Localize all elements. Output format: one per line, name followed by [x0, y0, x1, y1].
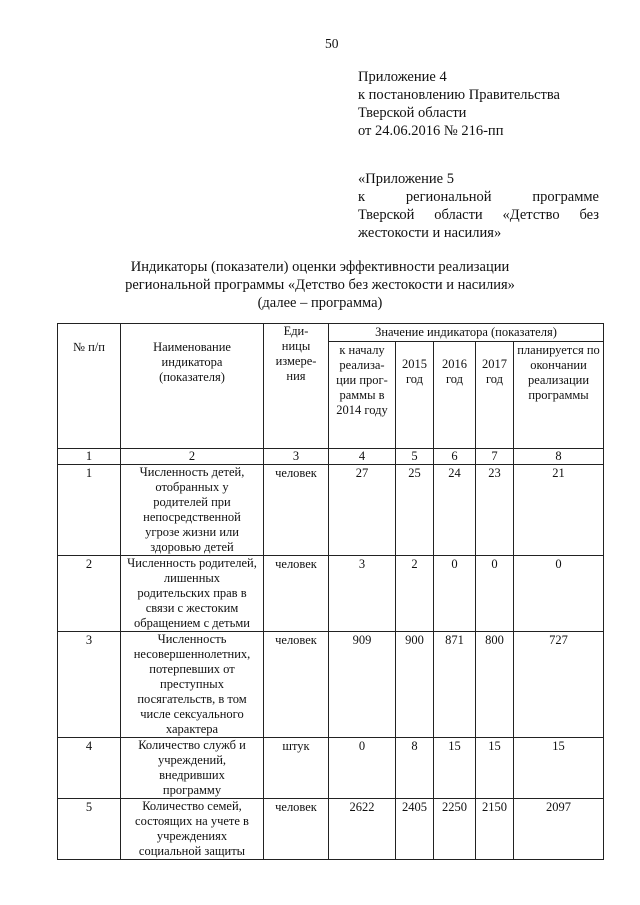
- row-2016: 871: [434, 632, 476, 738]
- header-2017: 2017 год: [476, 342, 514, 449]
- row-planned: 0: [514, 556, 604, 632]
- column-number: 2: [121, 449, 264, 465]
- appendix-quote-block: [358, 170, 599, 242]
- row-num: 3: [58, 632, 121, 738]
- row-start: 2622: [329, 799, 396, 860]
- row-2016: 15: [434, 738, 476, 799]
- row-2016: 24: [434, 465, 476, 556]
- title-line: Индикаторы (показатели) оценки эффективности реализации: [130, 259, 510, 275]
- header-unit: Еди-ницы измере-ния: [264, 324, 329, 449]
- row-planned: 727: [514, 632, 604, 738]
- row-unit: человек: [264, 465, 329, 556]
- title-line: (далее – программа): [257, 295, 383, 311]
- row-start: 909: [329, 632, 396, 738]
- row-unit: человек: [264, 799, 329, 860]
- column-number: 1: [58, 449, 121, 465]
- row-num: 2: [58, 556, 121, 632]
- row-2015: 900: [396, 632, 434, 738]
- row-2015: 2405: [396, 799, 434, 860]
- row-num: 5: [58, 799, 121, 860]
- row-2017: 15: [476, 738, 514, 799]
- column-number: 7: [476, 449, 514, 465]
- row-2016: 0: [434, 556, 476, 632]
- column-number: 6: [434, 449, 476, 465]
- header-planned: планируется по окончании реализации программы: [514, 342, 604, 449]
- row-2017: 800: [476, 632, 514, 738]
- appendix-line: к постановлению Правительства: [358, 87, 560, 103]
- table-row: [58, 738, 604, 799]
- row-2015: 25: [396, 465, 434, 556]
- row-start: 0: [329, 738, 396, 799]
- row-name: Численность родителей, лишенных родительских прав в связи с жестоким обращением с детьми: [121, 556, 264, 632]
- table-row: [58, 465, 604, 556]
- row-name: Количество служб и учреждений, внедривших программу: [121, 738, 264, 799]
- table-row: [58, 632, 604, 738]
- column-number: 4: [329, 449, 396, 465]
- column-number: 5: [396, 449, 434, 465]
- appendix-line: Тверской области: [358, 105, 467, 121]
- row-2017: 0: [476, 556, 514, 632]
- appendix-quote-line: Тверской области «Детство без: [358, 207, 599, 223]
- row-name: Численность детей, отобранных у родителей при непосредственной угрозе жизни или здоровью детей: [121, 465, 264, 556]
- row-planned: 15: [514, 738, 604, 799]
- row-unit: человек: [264, 632, 329, 738]
- row-start: 3: [329, 556, 396, 632]
- header-num: № п/п: [58, 324, 121, 449]
- table-row: [58, 556, 604, 632]
- row-start: 27: [329, 465, 396, 556]
- column-number: 3: [264, 449, 329, 465]
- header-2016: 2016 год: [434, 342, 476, 449]
- row-num: 4: [58, 738, 121, 799]
- row-2015: 2: [396, 556, 434, 632]
- row-name: Численность несовершеннолетних, потерпевших от преступных посягательств, в том числе сексуального характера: [121, 632, 264, 738]
- appendix-line: Приложение 4: [358, 69, 447, 85]
- indicators-table: [57, 323, 604, 860]
- column-number-row: [58, 449, 604, 465]
- appendix-quote-line: жестокости и насилия»: [358, 225, 502, 241]
- document-title: [60, 258, 580, 312]
- row-2017: 2150: [476, 799, 514, 860]
- row-planned: 2097: [514, 799, 604, 860]
- header-row: [58, 324, 604, 342]
- page-number: 50: [325, 36, 339, 51]
- column-number: 8: [514, 449, 604, 465]
- appendix-line: от 24.06.2016 № 216-пп: [358, 123, 504, 139]
- header-2015: 2015 год: [396, 342, 434, 449]
- appendix-quote-line: «Приложение 5: [358, 171, 454, 187]
- title-line: региональной программы «Детство без жестокости и насилия»: [125, 277, 515, 293]
- header-value-group: Значение индикатора (показателя): [329, 324, 604, 342]
- row-2016: 2250: [434, 799, 476, 860]
- appendix-quote-line: к региональной программе: [358, 189, 599, 205]
- header-name: Наименование индикатора (показателя): [121, 324, 264, 449]
- header-start: к началу реализа-ции прог-раммы в 2014 году: [329, 342, 396, 449]
- row-unit: человек: [264, 556, 329, 632]
- table-row: [58, 799, 604, 860]
- row-planned: 21: [514, 465, 604, 556]
- appendix-block: [358, 68, 560, 140]
- row-unit: штук: [264, 738, 329, 799]
- row-num: 1: [58, 465, 121, 556]
- row-2017: 23: [476, 465, 514, 556]
- row-2015: 8: [396, 738, 434, 799]
- row-name: Количество семей, состоящих на учете в учреждениях социальной защиты: [121, 799, 264, 860]
